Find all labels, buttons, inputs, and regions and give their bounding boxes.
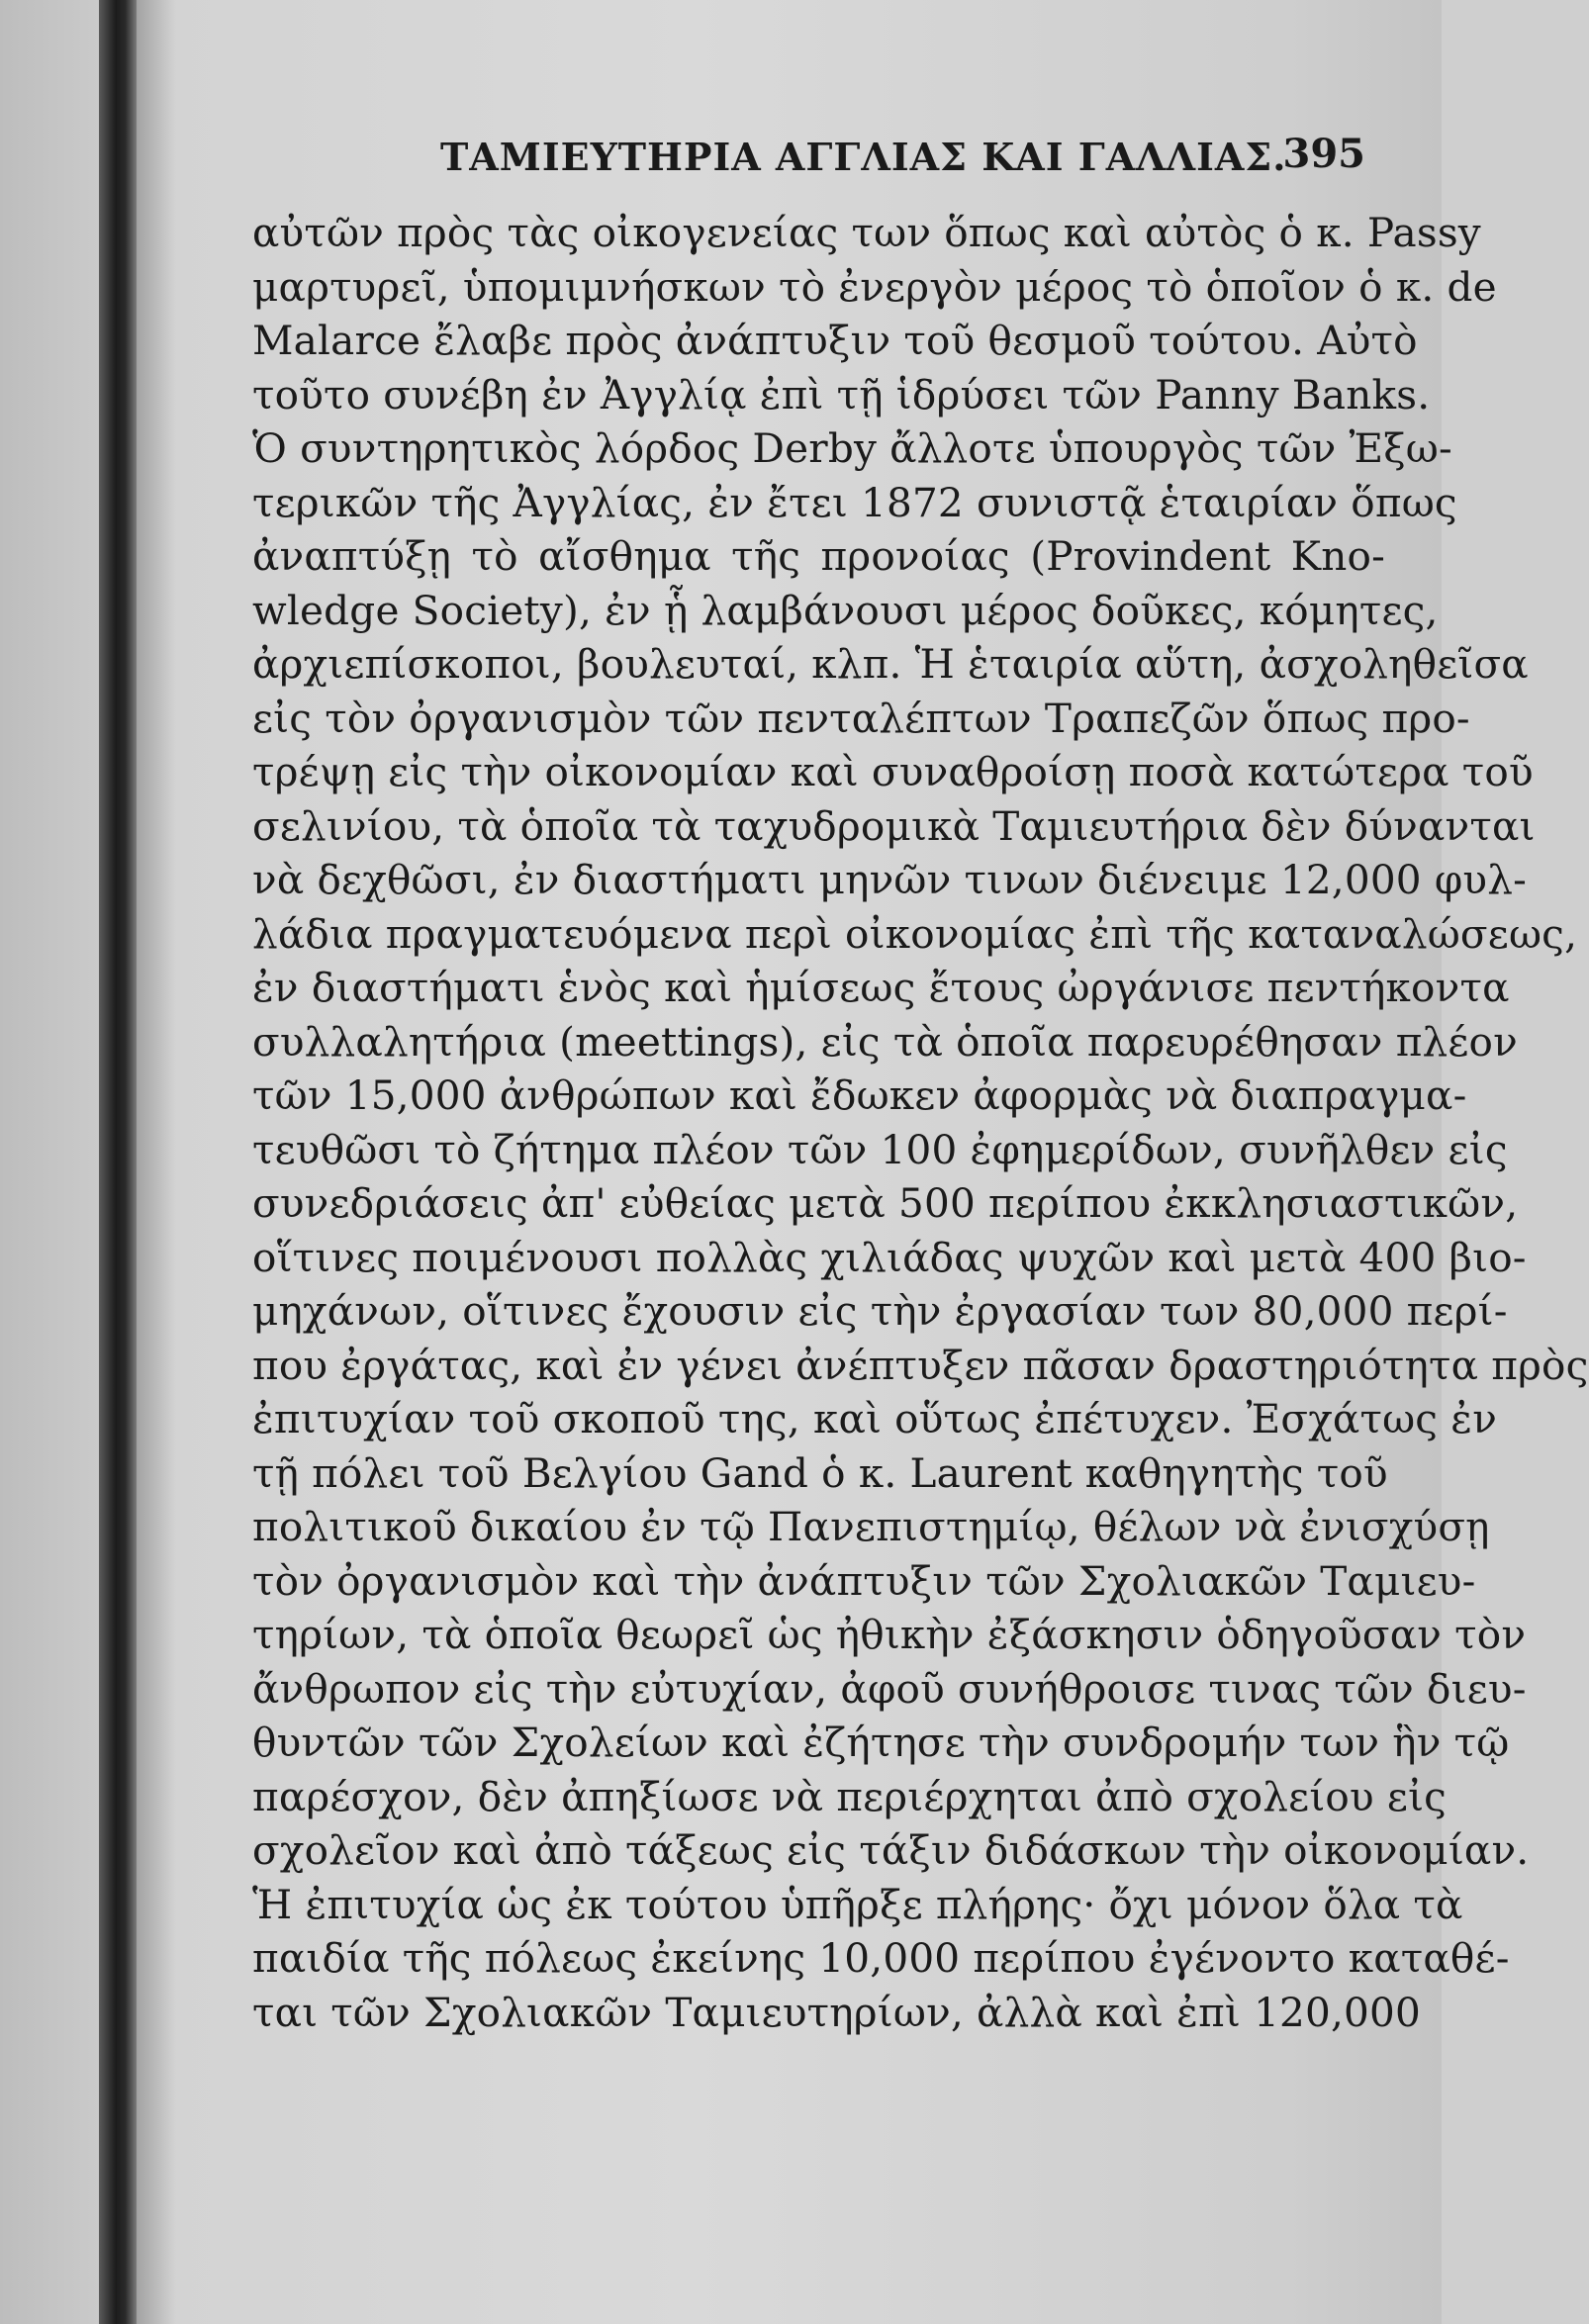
text-line: τῶν 15,000 ἀνθρώπων καὶ ἔδωκεν ἀφορμὰς νὰ διαπραγμα- [252, 1071, 1467, 1119]
text-line: σελινίου, τὰ ὁποῖα τὰ ταχυδρομικὰ Ταμιευτήρια δὲν δύνανται [252, 801, 1536, 850]
text-line: τρέψῃ εἰς τὴν οἰκονομίαν καὶ συναθροίσῃ ποσὰ κατώτερα τοῦ [252, 748, 1534, 795]
text-line: Ἡ ἐπιτυχία ὡς ἐκ τούτου ὑπῆρξε πλήρης· ὄχι μόνον ὅλα τὰ [252, 1880, 1463, 1928]
text-line: ται τῶν Σχολιακῶν Ταμιευτηρίων, ἀλλὰ καὶ ἐπὶ 120,000 [252, 1988, 1421, 2036]
text-line: τευθῶσι τὸ ζήτημα πλέον τῶν 100 ἐφημερίδων, συνῆλθεν εἰς [252, 1125, 1508, 1173]
book-gutter [99, 0, 137, 2324]
text-line: πολιτικοῦ δικαίου ἐν τῷ Πανεπιστημίῳ, θέλων νὰ ἐνισχύσῃ [252, 1503, 1490, 1550]
text-line: wledge Society), ἐν ᾗ λαμβάνουσι μέρος δοῦκες, κόμητες, [252, 586, 1439, 634]
text-line: τὸν ὀργανισμὸν καὶ τὴν ἀνάπτυξιν τῶν Σχολιακῶν Ταμιευ- [252, 1556, 1476, 1605]
text-line: τηρίων, τὰ ὁποῖα θεωρεῖ ὡς ἠθικὴν ἐξάσκησιν ὁδηγοῦσαν τὸν [252, 1611, 1527, 1658]
text-line: οἵτινες ποιμένουσι πολλὰς χιλιάδας ψυχῶν καὶ μετὰ 400 βιο- [252, 1233, 1527, 1281]
text-line: αὐτῶν πρὸς τὰς οἰκογενείας των ὅπως καὶ αὐτὸς ὁ κ. Passy [252, 209, 1481, 256]
body-text [252, 206, 1589, 2039]
text-line: λάδια πραγματευόμενα περὶ οἰκονομίας ἐπὶ τῆς καταναλώσεως, [252, 909, 1578, 958]
page-header [252, 117, 1385, 194]
text-line: μηχάνων, οἵτινες ἔχουσιν εἰς τὴν ἐργασίαν των 80,000 περί- [252, 1287, 1508, 1335]
text-line: ἄνθρωπον εἰς τὴν εὐτυχίαν, ἀφοῦ συνήθροισε τινας τῶν διευ- [252, 1664, 1527, 1713]
page-content [252, 117, 1589, 2293]
text-line: νὰ δεχθῶσι, ἐν διαστήματι μηνῶν τινων διένειμε 12,000 φυλ- [252, 856, 1527, 903]
text-line: ἀρχιεπίσκοποι, βουλευταί, κλπ. Ἡ ἑταιρία αὕτη, ἀσχοληθεῖσα [252, 640, 1529, 688]
text-line: ἐπιτυχίαν τοῦ σκοποῦ της, καὶ οὕτως ἐπέτυχεν. Ἐσχάτως ἐν [252, 1395, 1498, 1442]
text-line: συλλαλητήρια (meettings), εἰς τὰ ὁποῖα παρευρέθησαν πλέον [252, 1017, 1518, 1066]
text-line: ἀναπτύξῃ τὸ αἴσθημα τῆς προνοίας (Provindent Kno- [252, 532, 1385, 580]
text-line: μαρτυρεῖ, ὑπομιμνήσκων τὸ ἐνεργὸν μέρος τὸ ὁποῖον ὁ κ. de [252, 262, 1497, 311]
text-line: ἐν διαστήματι ἑνὸς καὶ ἡμίσεως ἔτους ὠργάνισε πεντήκοντα [252, 964, 1510, 1011]
text-line: θυντῶν τῶν Σχολείων καὶ ἐζήτησε τὴν συνδρομήν των ἣν τῷ [252, 1719, 1510, 1766]
text-line: Ὁ συντηρητικὸς λόρδος Derby ἄλλοτε ὑπουργὸς τῶν Ἐξω- [252, 424, 1452, 472]
page-number: 395 [1282, 131, 1365, 177]
text-line: σχολεῖον καὶ ἀπὸ τάξεως εἰς τάξιν διδάσκων τὴν οἰκονομίαν. [252, 1826, 1530, 1874]
text-line: τερικῶν τῆς Ἀγγλίας, ἐν ἔτει 1872 συνιστᾷ ἑταιρίαν ὅπως [252, 478, 1457, 526]
text-line: που ἐργάτας, καὶ ἐν γένει ἀνέπτυξεν πᾶσαν δραστηριότητα πρὸς [252, 1341, 1589, 1389]
running-head: ΤΑΜΙΕΥΤΗΡΙΑ ΑΓΓΛΙΑΣ ΚΑΙ ΓΑΛΛΙΑΣ. [440, 135, 1287, 179]
text-line: εἰς τὸν ὀργανισμὸν τῶν πενταλέπτων Τραπεζῶν ὅπως προ- [252, 694, 1470, 742]
text-line: παρέσχον, δὲν ἀπηξίωσε νὰ περιέρχηται ἀπὸ σχολείου εἰς [252, 1772, 1448, 1820]
text-line: συνεδριάσεις ἀπ' εὐθείας μετὰ 500 περίπου ἐκκλησιαστικῶν, [252, 1179, 1519, 1227]
gutter-shadow [137, 0, 176, 2324]
text-line: τῇ πόλει τοῦ Βελγίου Gand ὁ κ. Laurent καθηγητὴς τοῦ [252, 1448, 1388, 1497]
text-line: Malarce ἔλαβε πρὸς ἀνάπτυξιν τοῦ θεσμοῦ τούτου. Αὐτὸ [252, 317, 1418, 364]
text-line: τοῦτο συνέβη ἐν Ἀγγλίᾳ ἐπὶ τῇ ἱδρύσει τῶν Panny Banks. [252, 370, 1431, 418]
text-line: παιδία τῆς πόλεως ἐκείνης 10,000 περίπου ἐγένοντο καταθέ- [252, 1934, 1510, 1982]
